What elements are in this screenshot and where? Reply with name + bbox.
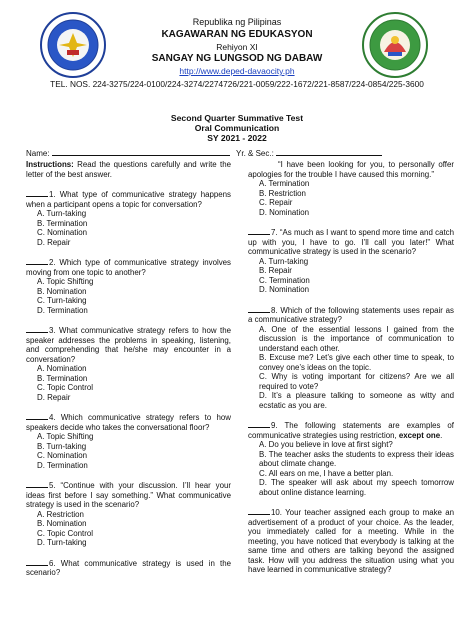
instructions-text: Read the questions carefully and write the letter of the best answer. xyxy=(26,160,231,179)
school-year: SY 2021 - 2022 xyxy=(207,133,267,143)
option: A. Restriction xyxy=(37,509,84,519)
option: A. Turn-taking xyxy=(37,209,87,218)
question-5 xyxy=(26,480,231,548)
question-text: Which type of communicative strategy involves moving from one topic to another? xyxy=(26,258,231,277)
option: D. Termination xyxy=(37,305,88,315)
answer-blank-2[interactable] xyxy=(26,257,48,265)
answer-blank-3[interactable] xyxy=(26,325,48,333)
option: D. Nomination xyxy=(259,207,309,217)
question-number: 5. xyxy=(49,481,56,490)
division-label: SANGAY NG LUNGSOD NG DABAW xyxy=(151,53,323,64)
question-4 xyxy=(26,412,231,470)
question-emphasis: except one xyxy=(398,430,441,440)
option: A. One of the essential lessons I gained from the discussion is the importance of communication to understand each other. xyxy=(259,324,454,353)
question-8 xyxy=(248,305,454,411)
website-link[interactable]: http://www.deped-davaocity.ph xyxy=(179,66,295,76)
option: D. Termination xyxy=(37,460,88,470)
answer-blank-8[interactable] xyxy=(248,305,270,313)
left-column xyxy=(26,160,231,578)
question-number: 8. xyxy=(271,305,278,315)
subject-title: Oral Communication xyxy=(194,123,280,133)
option: D. Repair xyxy=(37,392,71,402)
yr-sec-field[interactable] xyxy=(276,147,382,156)
division-seal-icon xyxy=(362,12,428,78)
option: A. Turn-taking xyxy=(259,256,309,266)
right-column xyxy=(248,160,454,575)
answer-blank-6[interactable] xyxy=(26,558,48,566)
option: B. Termination xyxy=(37,218,88,228)
option: C. Why is voting important for citizens? Are we all required to vote? xyxy=(259,372,454,391)
question-9: 9. The following statements are examples of communicative strategies using restriction, except one. A. Do you believe in love at first sight? B. The teacher asks the students to express their ideas about climate change. C. All ears on me, I have a better plan. D. The speaker will ask about my speech tomorrow about online distance learning. xyxy=(248,421,454,497)
option: C. Topic Control xyxy=(37,383,93,392)
question-text: “As much as I want to spend more time and catch up with you, I have to go. I’ll call you later!” What communicative strategy is used in the scenario? xyxy=(248,228,454,256)
option: B. Nomination xyxy=(37,286,87,296)
option: D. Repair xyxy=(37,237,71,247)
question-number: 3. xyxy=(49,326,56,335)
option: B. Nomination xyxy=(37,519,87,528)
question-6-continued xyxy=(248,160,454,217)
question-text: What communicative strategy refers to how the speaker addresses the problems in speaking, listening, and comprehending that he/she may encounter in a conversation? xyxy=(26,326,231,364)
option: C. All ears on me, I have a better plan. xyxy=(259,468,394,478)
answer-blank-10[interactable] xyxy=(248,507,270,515)
option: B. Excuse me? Let’s give each other time to speak, to convey one’s ideas on the topic. xyxy=(259,353,454,372)
question-number: 9. xyxy=(271,421,278,430)
option: B. Repair xyxy=(259,266,292,275)
question-2 xyxy=(26,257,231,315)
option: A. Termination xyxy=(259,179,310,188)
answer-blank-7[interactable] xyxy=(248,227,270,235)
options-list xyxy=(259,179,454,217)
question-7 xyxy=(248,227,454,295)
question-number: 4. xyxy=(49,413,56,422)
options-list xyxy=(37,364,231,402)
question-text: Which of the following statements uses repair as a communicative strategy? xyxy=(248,305,454,324)
question-6 xyxy=(26,558,231,578)
options-list xyxy=(259,257,454,295)
option: D. It’s a pleasure talking to someone as witty and ecstatic as you are. xyxy=(259,391,454,410)
republic-label: Republika ng Pilipinas xyxy=(192,17,282,27)
option: C. Repair xyxy=(259,198,293,207)
answer-blank-5[interactable] xyxy=(26,480,48,488)
options-list xyxy=(259,325,454,411)
question-text: Which communicative strategy refers to how speakers decide who takes the conversational floor? xyxy=(26,413,231,432)
option: C. Topic Control xyxy=(37,528,93,538)
option: D. The speaker will ask about my speech tomorrow about online distance learning. xyxy=(259,478,454,497)
instructions-label: Instructions: xyxy=(26,160,74,169)
option: D. Nomination xyxy=(259,285,309,294)
question-number: 2. xyxy=(49,258,56,267)
options-list xyxy=(37,432,231,470)
option: D. Turn-taking xyxy=(37,538,87,547)
question-number: 1. xyxy=(49,190,56,199)
question-text: What communicative strategy is used in the scenario? xyxy=(26,558,231,577)
question-text: The following statements are examples of communicative strategies using restriction, xyxy=(248,421,454,440)
instructions xyxy=(26,160,231,179)
student-info-row xyxy=(26,147,382,158)
question-1 xyxy=(26,189,231,247)
answer-blank-4[interactable] xyxy=(26,412,48,420)
question-10 xyxy=(248,507,454,575)
option: C. Nomination xyxy=(37,451,87,460)
region-label: Rehiyon XI xyxy=(216,42,258,52)
option: C. Turn-taking xyxy=(37,296,87,305)
option: A. Do you believe in love at first sight? xyxy=(259,440,393,449)
name-label: Name: xyxy=(26,149,50,158)
answer-blank-9[interactable] xyxy=(248,420,270,428)
option: B. Restriction xyxy=(259,188,306,198)
option: B. Turn-taking xyxy=(37,441,87,451)
option: B. Termination xyxy=(37,373,88,383)
question-text: What type of communicative strategy happens when a participant opens a topic for conversation? xyxy=(26,190,231,209)
question-6-scenario: “I have been looking for you, to personally offer apologies for the trouble I have caused this morning.” xyxy=(248,160,454,179)
name-field[interactable] xyxy=(52,147,230,156)
question-text: Your teacher assigned each group to make an advertisement of a product of your choice. As the leader, you immediately called for a meeting. While in the meeting, you have noticed that everybody is talking at the same time and others are talking beyond the assigned task. How will you address the situation using what you have learned in communicative strategy? xyxy=(248,508,454,574)
options-list xyxy=(37,510,231,548)
department-label: KAGAWARAN NG EDUKASYON xyxy=(161,29,313,40)
option: A. Topic Shifting xyxy=(37,277,94,286)
option: A. Topic Shifting xyxy=(37,432,94,441)
question-3 xyxy=(26,325,231,402)
question-number: 7. xyxy=(271,228,278,237)
option: A. Nomination xyxy=(37,364,87,373)
letterhead xyxy=(0,0,474,96)
question-text: “Continue with your discussion. I’ll hear your ideas first before I say something.” What communicative strategy is used in the scenario? xyxy=(26,481,231,509)
answer-blank-1[interactable] xyxy=(26,189,48,197)
question-number: 6. xyxy=(49,558,56,568)
telephone-numbers: TEL. NOS. 224-3275/224-0100/224-3274/2274726/221-0059/222-1672/221-8587/224-0854/225-3600 xyxy=(50,79,424,89)
option: C. Termination xyxy=(259,275,310,285)
options-list xyxy=(37,209,231,247)
yr-sec-label: Yr. & Sec.: xyxy=(236,149,274,158)
test-title: Second Quarter Summative Test xyxy=(170,113,304,123)
options-list xyxy=(37,277,231,315)
option: B. The teacher asks the students to express their ideas about climate change. xyxy=(259,449,454,468)
option: C. Nomination xyxy=(37,228,87,237)
options-list xyxy=(259,440,454,497)
question-number: 10. xyxy=(271,508,282,517)
